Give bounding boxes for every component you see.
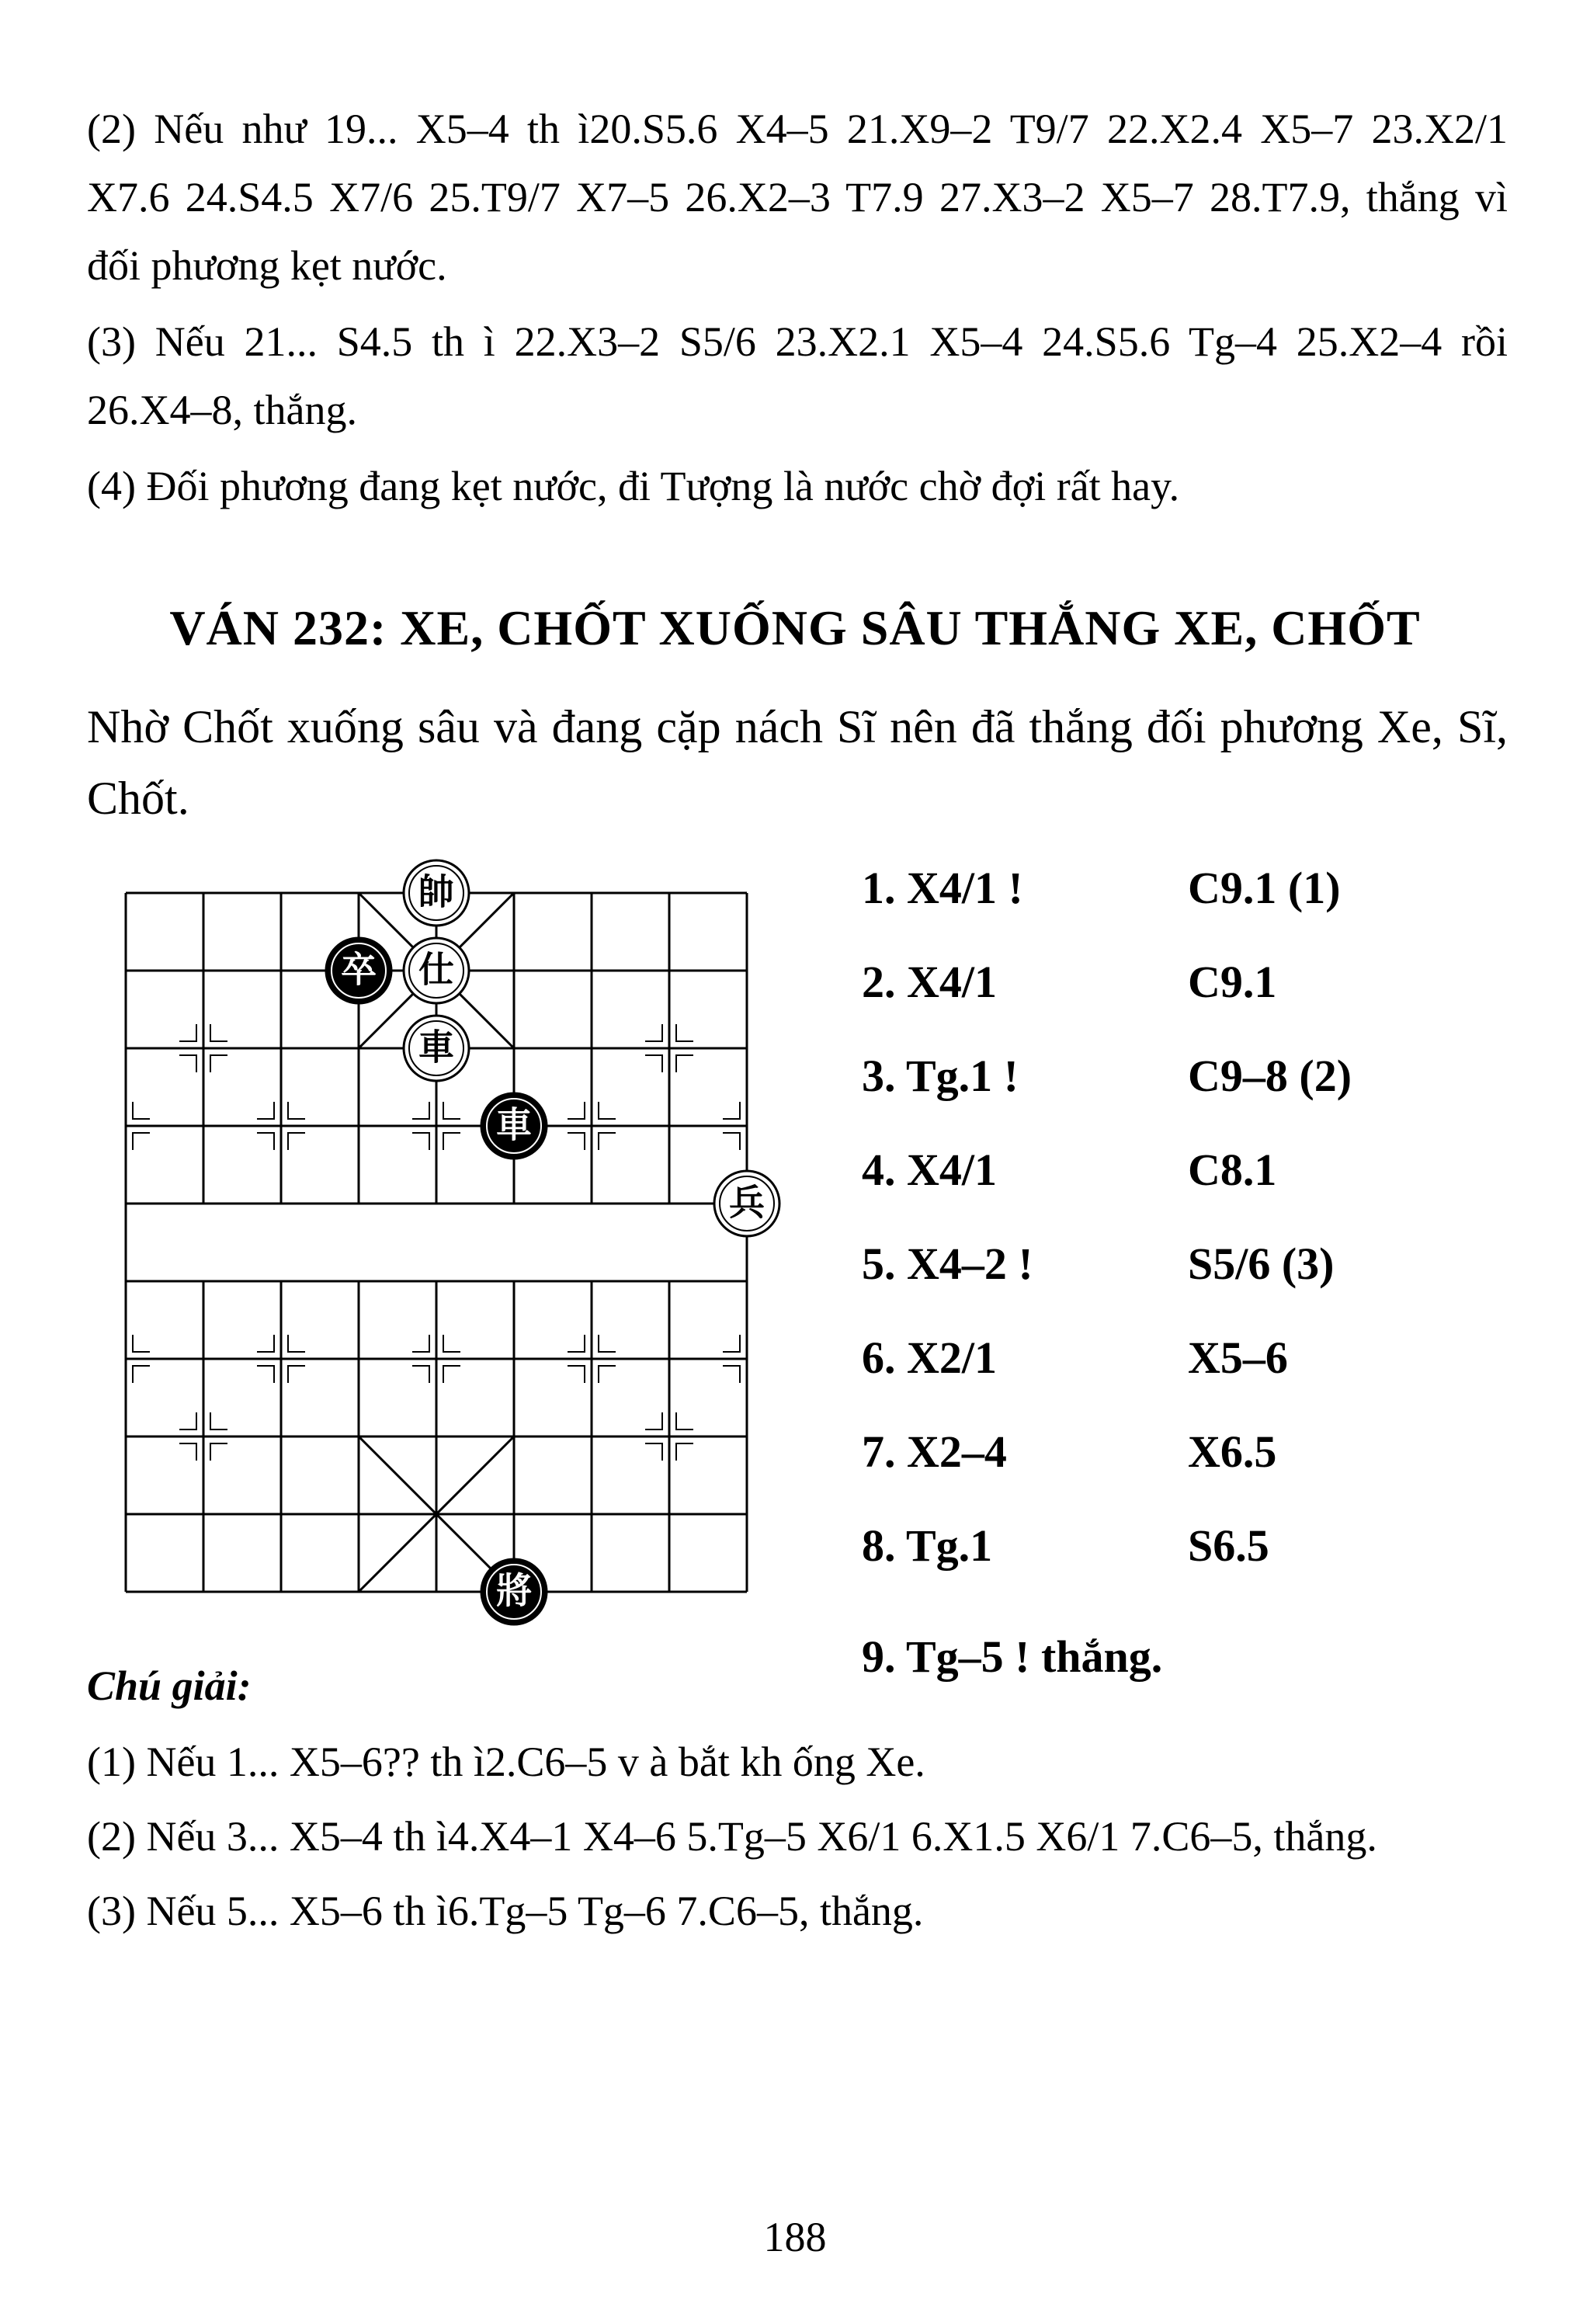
position-marker [288,1335,305,1352]
move-red: 6. X2/1 [862,1332,997,1383]
position-marker [599,1335,616,1352]
position-marker [645,1024,662,1041]
red-advisor-piece [404,938,469,1003]
position-marker [288,1366,305,1383]
move-red: 4. X4/1 [862,1145,997,1195]
move-red: 5. X4–2 ! [862,1238,1033,1289]
position-marker [723,1335,740,1352]
position-marker [645,1412,662,1429]
position-marker [723,1366,740,1383]
piece-glyph: 帥 [418,870,454,913]
piece-glyph: 兵 [729,1181,765,1224]
note-paragraph: (4) Đối phương đang kẹt nước, đi Tượng là nước chờ đợi rất hay. [87,463,1180,509]
position-marker [645,1055,662,1072]
piece-glyph: 卒 [341,948,377,991]
position-marker [257,1102,274,1119]
move-black: C9.1 [1188,957,1277,1007]
position-marker [645,1443,662,1461]
move-red: 3. Tg.1 ! [862,1051,1019,1101]
position-marker [133,1335,150,1352]
position-marker [257,1335,274,1352]
note-paragraph: (2) Nếu 3... X5–4 th ì4.X4–1 X4–6 5.Tg–5 X6/1 6.X1.5 X6/1 7.C6–5, thắng. [87,1813,1377,1860]
position-marker [412,1133,429,1150]
position-marker [412,1366,429,1383]
annotation-notes [87,1728,1508,1951]
position-marker [676,1024,693,1041]
position-marker [568,1366,585,1383]
position-marker [676,1412,693,1429]
position-marker [179,1443,196,1461]
notes-heading: Chú giải: [87,1662,252,1709]
move-black: X6.5 [1188,1426,1277,1477]
move-red: 7. X2–4 [862,1426,1007,1477]
position-marker [443,1366,460,1383]
position-marker [723,1133,740,1150]
move-black: X5–6 [1188,1332,1288,1383]
position-marker [288,1102,305,1119]
position-marker [210,1024,227,1041]
note-paragraph: (3) Nếu 21... S4.5 th ì 22.X3–2 S5/6 23.X2.1 X5–4 24.S5.6 Tg–4 25.X2–4 rồi 26.X4–8, thắng. [87,318,1508,433]
position-marker [210,1412,227,1429]
position-marker [676,1443,693,1461]
position-marker [599,1102,616,1119]
move-black: S6.5 [1188,1520,1269,1571]
page-number: 188 [763,2214,827,2260]
position-marker [676,1055,693,1072]
final-move: 9. Tg–5 ! thắng. [862,1631,1163,1682]
piece-glyph: 將 [496,1569,532,1612]
black-chariot-piece [481,1093,547,1159]
red-chariot-piece [404,1016,469,1081]
position-marker [568,1335,585,1352]
position-marker [412,1102,429,1119]
position-marker [257,1366,274,1383]
move-black: C9.1 (1) [1188,863,1341,913]
position-marker [288,1133,305,1150]
piece-glyph: 仕 [418,948,454,991]
position-marker [568,1133,585,1150]
move-red: 2. X4/1 [862,957,997,1007]
position-marker [443,1102,460,1119]
piece-glyph: 車 [418,1026,454,1068]
red-soldier-piece [714,1171,779,1236]
position-marker [133,1366,150,1383]
game-title: VÁN 232: XE, CHỐT XUỐNG SÂU THẮNG XE, CHỐT [169,600,1421,655]
note-paragraph: (1) Nếu 1... X5–6?? th ì2.C6–5 v à bắt kh ống Xe. [87,1739,925,1785]
position-marker [599,1366,616,1383]
position-marker [257,1133,274,1150]
position-marker [599,1133,616,1150]
position-marker [443,1335,460,1352]
note-paragraph: (2) Nếu như 19... X5–4 th ì20.S5.6 X4–5 21.X9–2 T9/7 22.X2.4 X5–7 23.X2/1 X7.6 24.S4.5 X7/6 25.T9/7 X7–5 26.X2–3 T7.9 27.X3–2 X5–7 28.T7.9, thắng vì đối phương kẹt nước. [87,106,1508,289]
position-marker [133,1102,150,1119]
position-marker [179,1055,196,1072]
position-marker [412,1335,429,1352]
position-marker [210,1443,227,1461]
xiangqi-board [109,854,823,1631]
piece-glyph: 車 [496,1103,532,1146]
black-general-piece [481,1559,547,1624]
move-red: 1. X4/1 ! [862,863,1023,913]
position-marker [723,1102,740,1119]
position-marker [210,1055,227,1072]
move-black: S5/6 (3) [1188,1238,1335,1289]
position-marker [568,1102,585,1119]
move-red: 8. Tg.1 [862,1520,993,1571]
game-intro: Nhờ Chốt xuống sâu và đang cặp nách Sĩ nên đã thắng đối phương Xe, Sĩ, Chốt. [87,701,1508,824]
position-marker [443,1133,460,1150]
move-black: C8.1 [1188,1145,1277,1195]
position-marker [133,1133,150,1150]
position-marker [179,1024,196,1041]
position-marker [179,1412,196,1429]
black-soldier-piece [326,938,391,1003]
move-black: C9–8 (2) [1188,1051,1352,1101]
note-paragraph: (3) Nếu 5... X5–6 th ì6.Tg–5 Tg–6 7.C6–5, thắng. [87,1888,924,1934]
red-general-piece [404,860,469,926]
previous-game-notes [87,95,1508,528]
